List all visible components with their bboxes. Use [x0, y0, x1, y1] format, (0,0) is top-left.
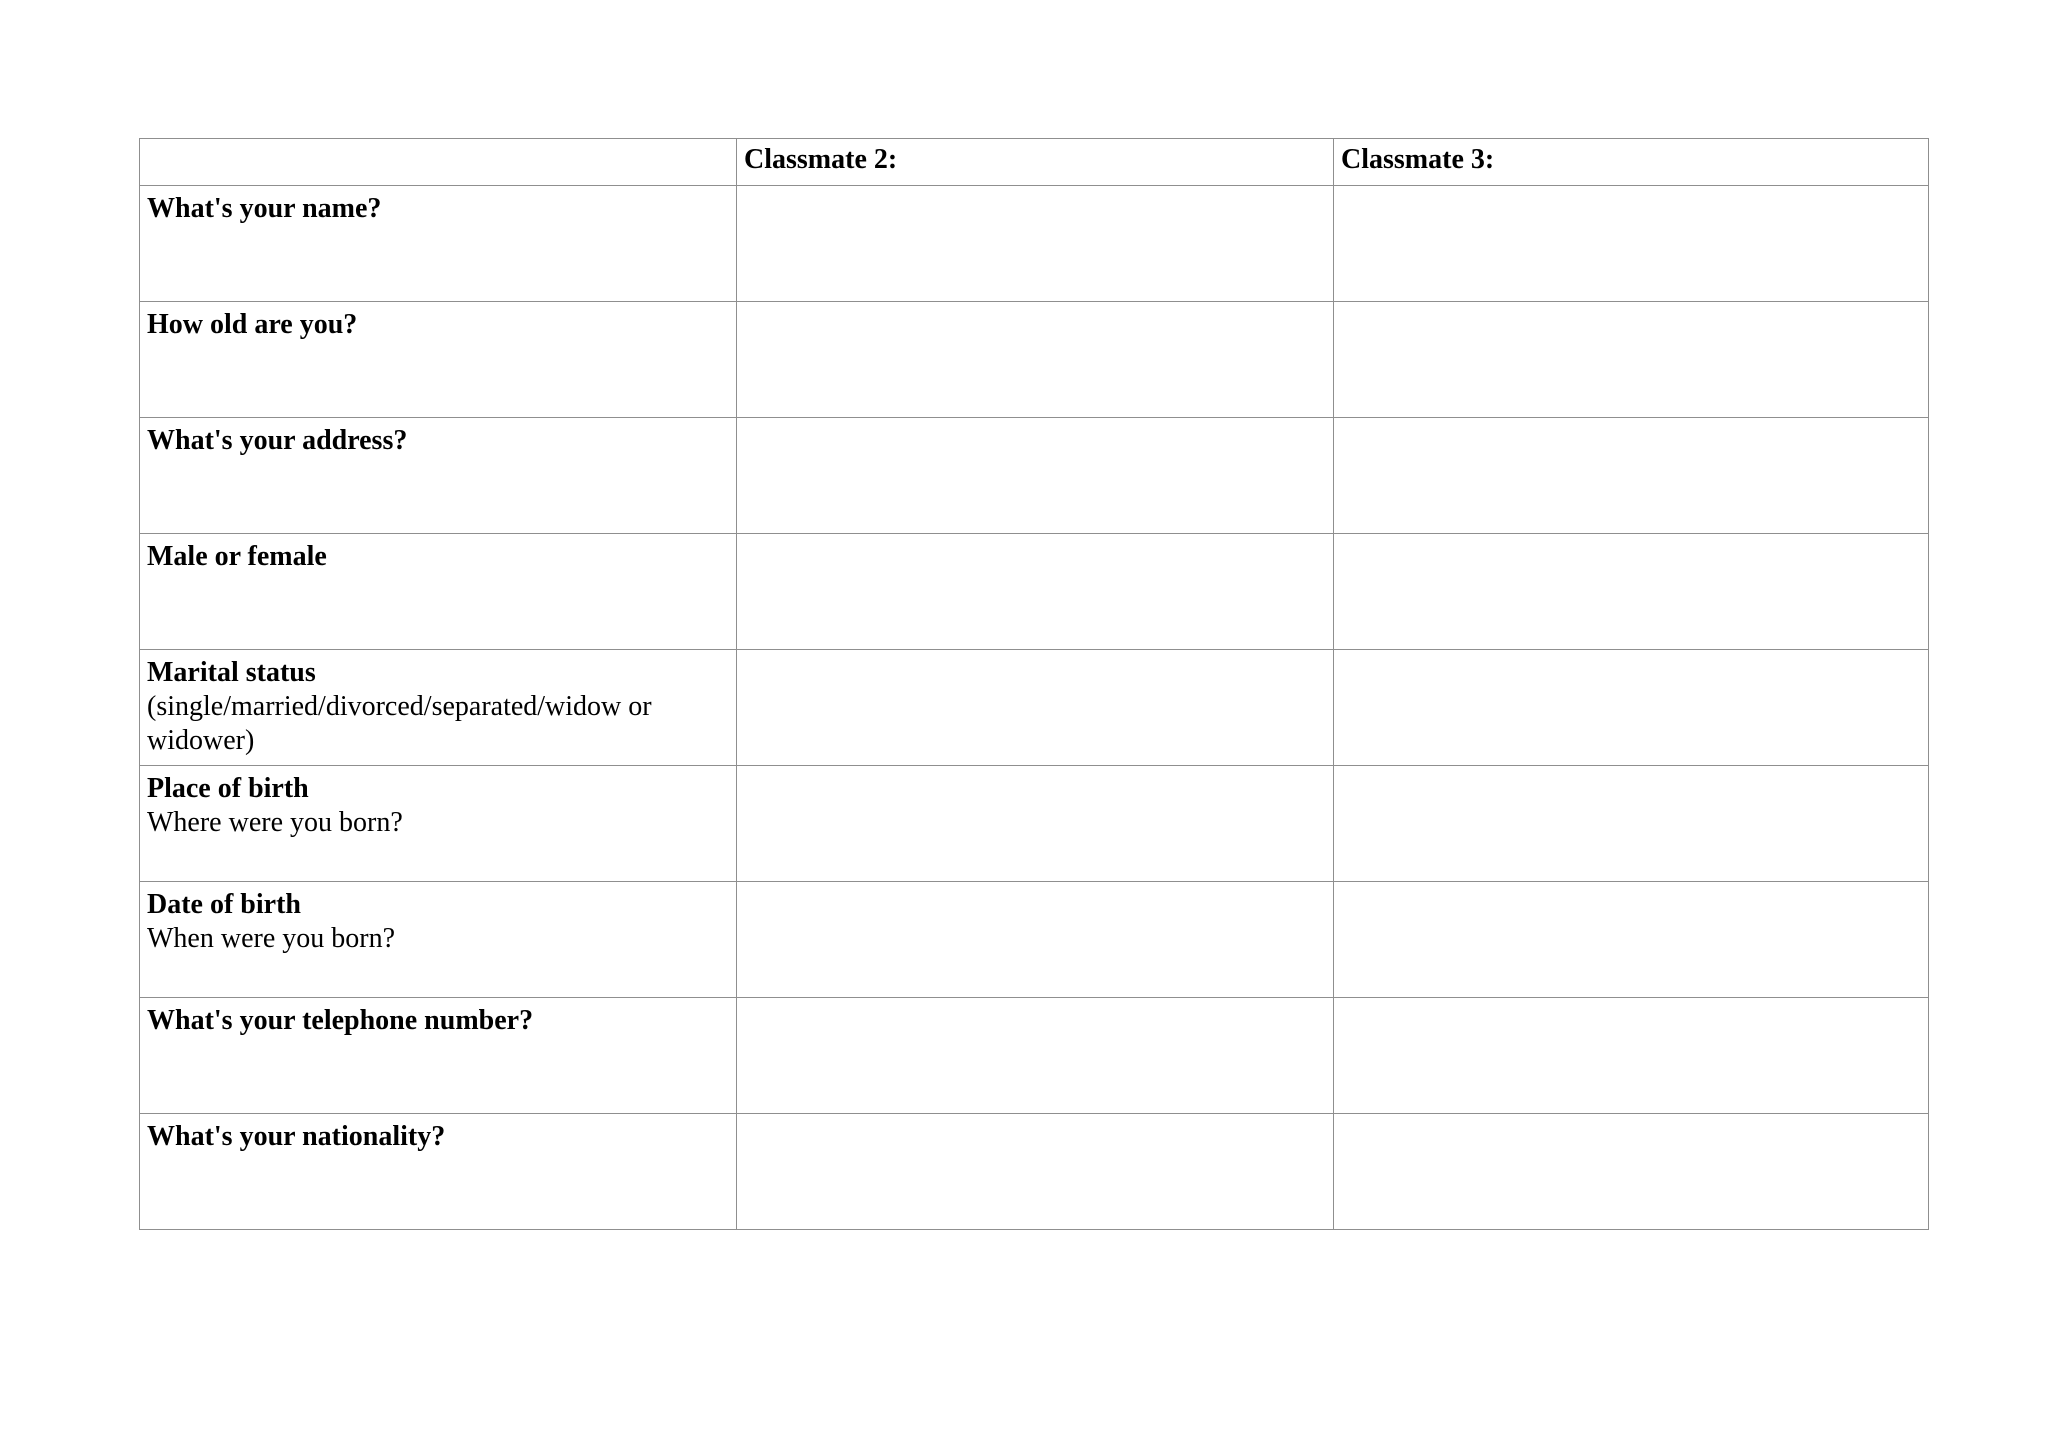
answer-cell-classmate-2[interactable] [737, 1114, 1334, 1230]
question-label: What's your telephone number? [147, 1005, 534, 1036]
question-hint: Where were you born? [147, 807, 403, 838]
question-cell [140, 882, 737, 998]
question-label: How old are you? [147, 309, 358, 340]
question-cell [140, 998, 737, 1114]
answer-cell-classmate-3[interactable] [1334, 186, 1929, 302]
header-row [140, 139, 1929, 186]
answer-cell-classmate-3[interactable] [1334, 766, 1929, 882]
answer-cell-classmate-2[interactable] [737, 302, 1334, 418]
answer-cell-classmate-3[interactable] [1334, 650, 1929, 766]
question-cell [140, 766, 737, 882]
answer-cell-classmate-3[interactable] [1334, 1114, 1929, 1230]
answer-cell-classmate-3[interactable] [1334, 534, 1929, 650]
answer-cell-classmate-2[interactable] [737, 186, 1334, 302]
table-row [140, 882, 1929, 998]
question-cell [140, 534, 737, 650]
question-label: What's your address? [147, 425, 408, 456]
question-hint: (single/married/divorced/separated/widow or widower) [147, 691, 652, 756]
header-classmate-3: Classmate 3: [1334, 139, 1929, 186]
header-classmate-2: Classmate 2: [737, 139, 1334, 186]
question-label: Date of birth [147, 889, 301, 920]
question-cell [140, 186, 737, 302]
table-row [140, 302, 1929, 418]
answer-cell-classmate-3[interactable] [1334, 302, 1929, 418]
question-label: What's your name? [147, 193, 382, 224]
table-row [140, 998, 1929, 1114]
answer-cell-classmate-3[interactable] [1334, 882, 1929, 998]
answer-cell-classmate-2[interactable] [737, 882, 1334, 998]
table-row [140, 766, 1929, 882]
question-label: Male or female [147, 541, 327, 572]
question-label: Marital status [147, 657, 316, 688]
table-row [140, 418, 1929, 534]
table-row [140, 186, 1929, 302]
answer-cell-classmate-2[interactable] [737, 766, 1334, 882]
table-row [140, 534, 1929, 650]
corner-cell [140, 139, 737, 186]
questionnaire-table [139, 138, 1929, 1230]
table-row [140, 1114, 1929, 1230]
table-row [140, 650, 1929, 766]
question-label: Place of birth [147, 773, 309, 804]
question-hint: When were you born? [147, 923, 396, 954]
answer-cell-classmate-2[interactable] [737, 998, 1334, 1114]
answer-cell-classmate-3[interactable] [1334, 998, 1929, 1114]
question-cell [140, 1114, 737, 1230]
question-cell [140, 650, 737, 766]
question-cell [140, 418, 737, 534]
answer-cell-classmate-2[interactable] [737, 534, 1334, 650]
answer-cell-classmate-2[interactable] [737, 650, 1334, 766]
question-cell [140, 302, 737, 418]
question-label: What's your nationality? [147, 1121, 446, 1152]
answer-cell-classmate-2[interactable] [737, 418, 1334, 534]
answer-cell-classmate-3[interactable] [1334, 418, 1929, 534]
